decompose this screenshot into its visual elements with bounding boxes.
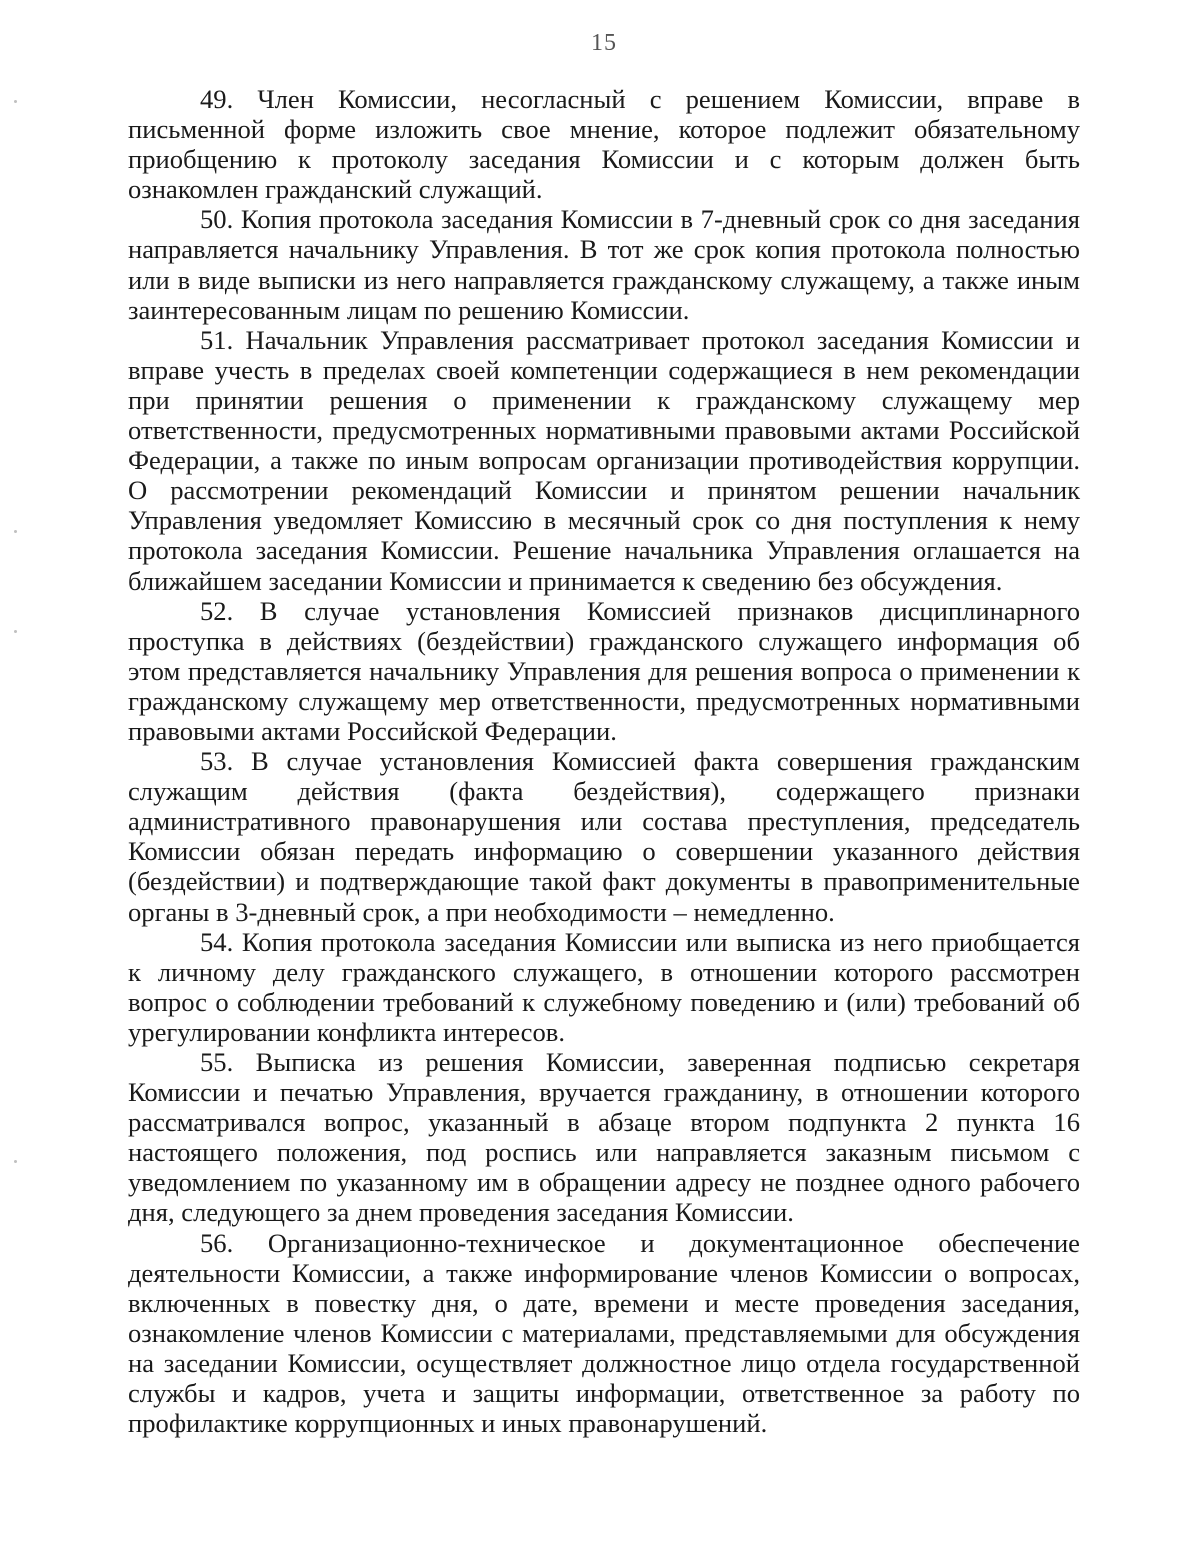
page-number: 15	[591, 30, 617, 56]
scan-speck	[14, 530, 17, 533]
paragraph-54: 54. Копия протокола заседания Комиссии или выписка из него приобщается к личному делу гражданского служащего, в отношении которого рассмотрен вопрос о соблюдении требований к служебному поведению и (или) требований об урегулировании конфликта интересов.	[128, 926, 1080, 1047]
scan-speck	[14, 1160, 17, 1163]
scan-speck	[14, 630, 17, 633]
paragraph-55: 55. Выписка из решения Комиссии, заверенная подписью секретаря Комиссии и печатью Управления, вручается гражданину, в отношении которого рассматривался вопрос, указанный в абзаце втором подпункта 2 пункта 16 настоящего положения, под роспись или направляется заказным письмом с уведомлением по указанному им в обращении адресу не позднее одного рабочего дня, следующего за днем проведения заседания Комиссии.	[128, 1047, 1080, 1228]
paragraph-51: 51. Начальник Управления рассматривает протокол заседания Комиссии и вправе учесть в пределах своей компетенции содержащиеся в нем рекомендации при принятии решения о применении к гражданскому служащему мер ответственности, предусмотренных нормативными правовыми актами Российской Федерации, а также по иным вопросам организации противодействия коррупции. О рассмотрении рекомендаций Комиссии и принятом решении начальник Управления уведомляет Комиссию в месячный срок со дня поступления к нему протокола заседания Комиссии. Решение начальника Управления оглашается на ближайшем заседании Комиссии и принимается к сведению без обсуждения.	[128, 324, 1080, 596]
paragraph-56: 56. Организационно-техническое и документационное обеспечение деятельности Комиссии, а также информирование членов Комиссии о вопросах, включенных в повестку дня, о дате, времени и месте проведения заседания, ознакомление членов Комиссии с материалами, представляемыми для обсуждения на заседании Комиссии, осуществляет должностное лицо отдела государственной службы и кадров, учета и защиты информации, ответственное за работу по профилактике коррупционных и иных правонарушений.	[128, 1227, 1080, 1439]
paragraph-50: 50. Копия протокола заседания Комиссии в 7-дневный срок со дня заседания направляется начальнику Управления. В тот же срок копия протокола полностью или в виде выписки из него направляется гражданскому служащему, а также иным заинтересованным лицам по решению Комиссии.	[128, 204, 1080, 325]
paragraph-49: 49. Член Комиссии, несогласный с решением Комиссии, вправе в письменной форме изложить свое мнение, которое подлежит обязательному приобщению к протоколу заседания Комиссии и с которым должен быть ознакомлен гражданский служащий.	[128, 84, 1080, 205]
paragraph-52: 52. В случае установления Комиссией признаков дисциплинарного проступка в действиях (бездействии) гражданского служащего информация об этом представляется начальнику Управления для решения вопроса о применении к гражданскому служащему мер ответственности, предусмотренных нормативными правовыми актами Российской Федерации.	[128, 595, 1080, 746]
scan-speck	[14, 100, 17, 103]
document-body	[128, 84, 1080, 1438]
paragraph-53: 53. В случае установления Комиссией факта совершения гражданским служащим действия (факта бездействия), содержащего признаки административного правонарушения или состава преступления, председатель Комиссии обязан передать информацию о совершении указанного действия (бездействии) и подтверждающие такой факт документы в правоприменительные органы в 3-дневный срок, а при необходимости – немедленно.	[128, 746, 1080, 927]
